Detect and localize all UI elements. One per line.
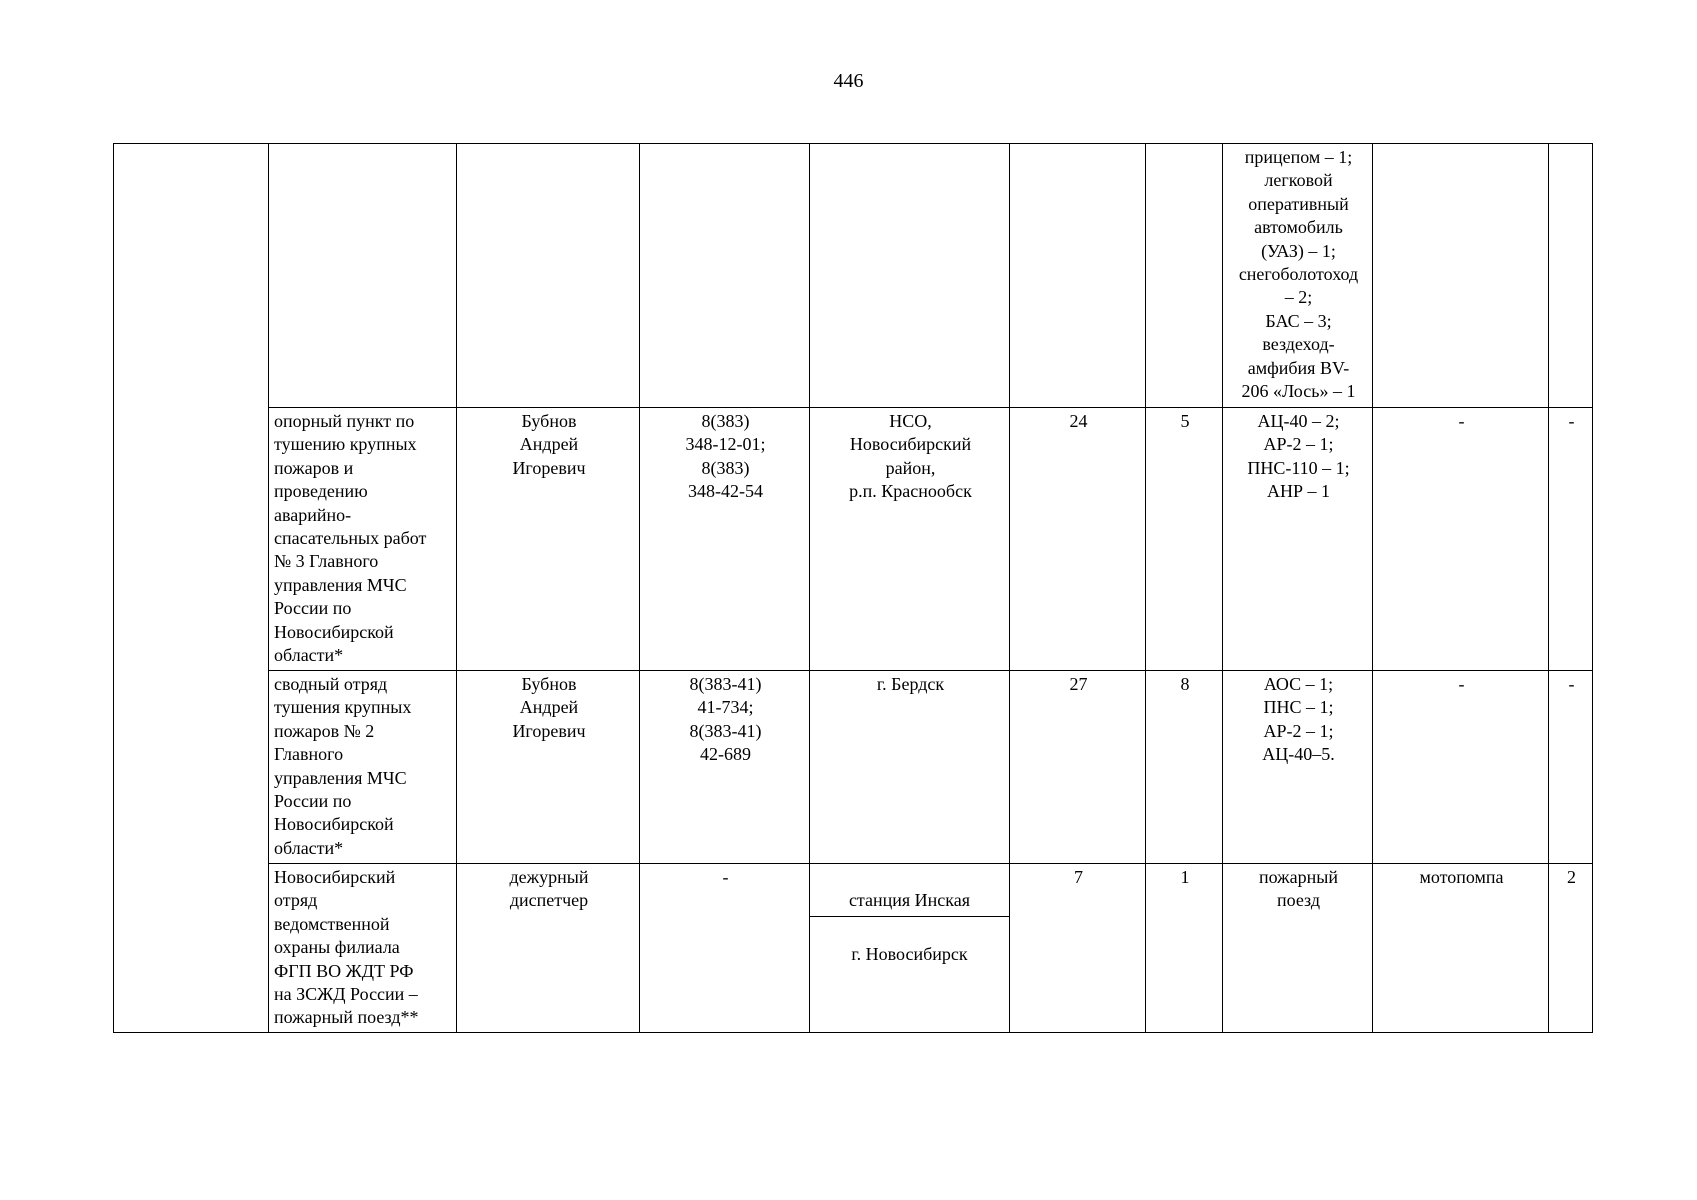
count-cell (1549, 144, 1593, 408)
equipment-cell: пожарный поезд (1223, 864, 1373, 1033)
staff-cell (1010, 144, 1146, 408)
count-cell: 2 (1549, 864, 1593, 1033)
staff-cell: 7 (1010, 864, 1146, 1033)
equipment-cell: прицепом – 1; легковой оперативный автомобиль (УАЗ) – 1; снегоболотоход – 2; БАС – 3; вездеход- амфибия BV- 206 «Лось» – 1 (1223, 144, 1373, 408)
count-cell: - (1549, 671, 1593, 864)
head-cell: Бубнов Андрей Игоревич (457, 671, 640, 864)
unit-name-cell: сводный отряд тушения крупных пожаров № 2 Главного управления МЧС России по Новосибирской области* (269, 671, 457, 864)
shift-cell: 5 (1146, 408, 1223, 671)
head-cell: Бубнов Андрей Игоревич (457, 408, 640, 671)
unit-name-cell: опорный пункт по тушению крупных пожаров и проведению аварийно- спасательных работ № 3 Главного управления МЧС России по Новосибирской области* (269, 408, 457, 671)
staff-cell: 24 (1010, 408, 1146, 671)
head-cell (457, 144, 640, 408)
address-cell: г. Бердск (810, 671, 1010, 864)
phone-cell: 8(383) 348-12-01; 8(383) 348-42-54 (640, 408, 810, 671)
page-number: 446 (833, 70, 864, 92)
other-equipment-cell: мотопомпа (1373, 864, 1549, 1033)
shift-cell: 1 (1146, 864, 1223, 1033)
unit-name-cell (269, 144, 457, 408)
table-row (114, 671, 1593, 864)
address-city: г. Новосибирск (851, 943, 968, 964)
other-equipment-cell: - (1373, 671, 1549, 864)
equipment-cell: АОС – 1; ПНС – 1; АР-2 – 1; АЦ-40–5. (1223, 671, 1373, 864)
phone-cell: 8(383-41) 41-734; 8(383-41) 42-689 (640, 671, 810, 864)
shift-cell (1146, 144, 1223, 408)
shift-cell: 8 (1146, 671, 1223, 864)
equipment-cell: АЦ-40 – 2; АР-2 – 1; ПНС-110 – 1; АНР – 1 (1223, 408, 1373, 671)
address-cell (810, 864, 1010, 1033)
table-row (114, 864, 1593, 1033)
staff-cell: 27 (1010, 671, 1146, 864)
unit-name-cell: Новосибирский отряд ведомственной охраны филиала ФГП ВО ЖДТ РФ на ЗСЖД России – пожарный поезд** (269, 864, 457, 1033)
table-row (114, 144, 1593, 408)
other-equipment-cell: - (1373, 408, 1549, 671)
other-equipment-cell (1373, 144, 1549, 408)
count-cell: - (1549, 408, 1593, 671)
address-cell: НСО, Новосибирский район, р.п. Краснообск (810, 408, 1010, 671)
phone-cell (640, 144, 810, 408)
table-row (114, 408, 1593, 671)
blank-index-cell (114, 144, 269, 1033)
head-cell: дежурный диспетчер (457, 864, 640, 1033)
address-station: станция Инская (810, 887, 1009, 917)
forces-table (113, 143, 1593, 1033)
address-cell (810, 144, 1010, 408)
phone-cell: - (640, 864, 810, 1033)
